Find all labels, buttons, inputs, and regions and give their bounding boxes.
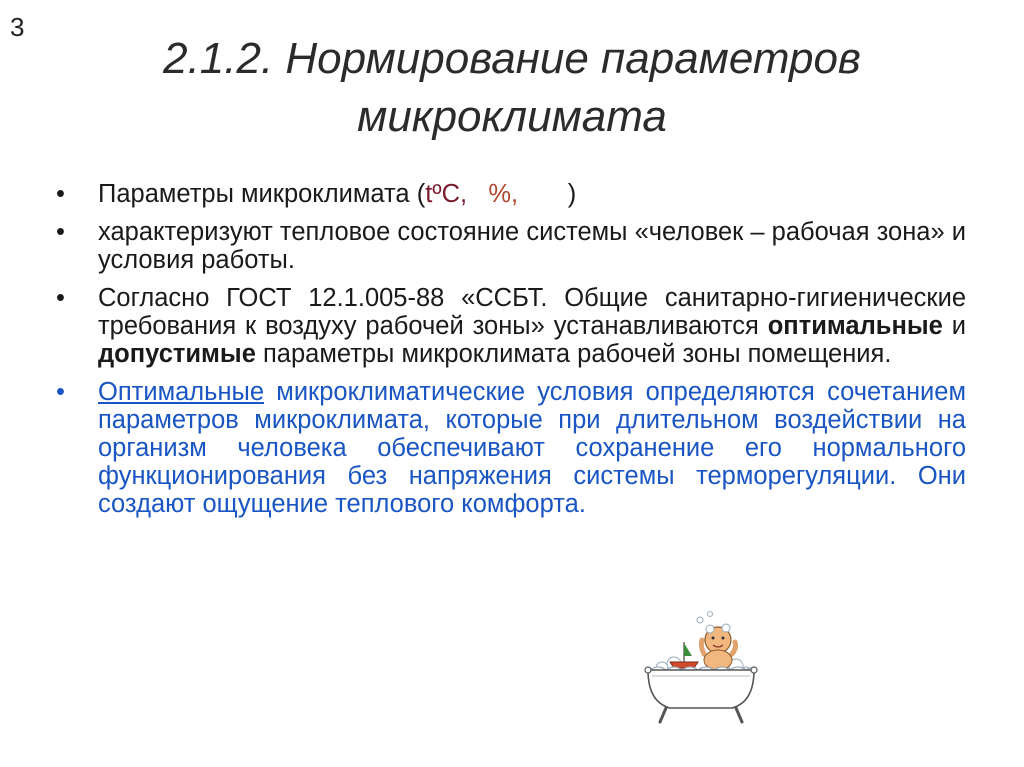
bullet-gost-and: и [942,312,966,340]
bathtub-icon [640,610,760,730]
bullet-characterize-text: характеризуют тепловое состояние системы «человек – рабочая зона» и условия работы. [98,218,966,274]
humidity-unit: %, [488,180,519,208]
title-line-2: микроклимата [357,92,667,141]
bullet-gost-text-before: Согласно ГОСТ 12.1.005-88 «ССБТ. Общие санитарно-гигиенические требования к воздуху рабочей зоны» устанавливаются [98,284,966,340]
bullet-gost-text-after: параметры микроклимата рабочей зоны помещения. [255,340,892,368]
temperature-unit: tºC, [425,180,468,208]
bullet-optimal-definition [56,378,966,518]
title-line-1: 2.1.2. Нормирование параметров [163,34,861,83]
bullet-parameters-suffix: ) [567,180,577,208]
permissible-term: допустимые [98,340,256,368]
bullet-list [56,180,966,528]
bullet-gost [56,284,966,368]
bullet-parameters-prefix: Параметры микроклимата ( [98,180,426,208]
optimal-term: оптимальные [767,312,943,340]
optimal-link[interactable]: Оптимальные [98,378,265,406]
bullet-optimal-text: микроклиматические условия определяются сочетанием параметров микроклимата, которые при длительном воздействии на организм человека обеспечивают сохранение его нормального функционирования без напряжения системы терморегуляции. Они создают ощущение теплового комфорта. [98,378,966,518]
slide-number: 3 [10,12,25,42]
page-title [60,30,964,146]
bullet-characterize [56,218,966,274]
bullet-parameters [56,180,966,208]
